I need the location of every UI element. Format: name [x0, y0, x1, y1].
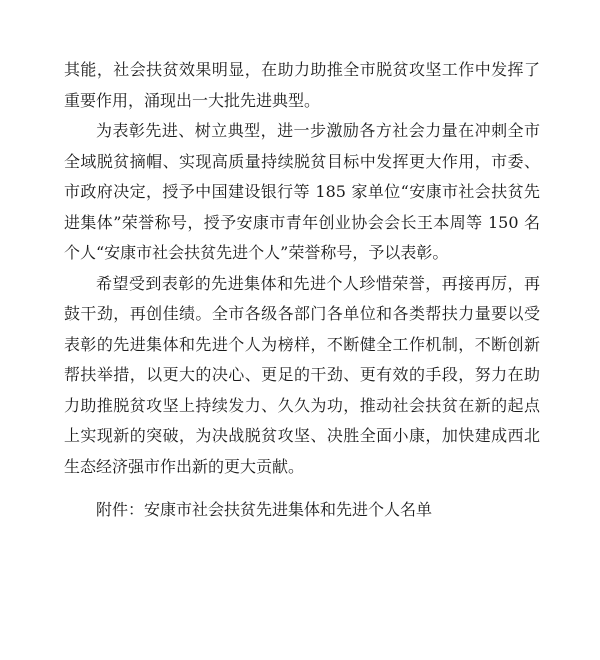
paragraph-expectation: 希望受到表彰的先进集体和先进个人珍惜荣誉，再接再厉，再鼓干劲，再创佳绩。全市各级各部门各单位和各类帮扶力量要以受表彰的先进集体和先进个人为榜样，不断健全工作机制，不断创新帮扶举措，以更大的决心、更足的干劲、更有效的手段，努力在助力助推脱贫攻坚上持续发力、久久为功，推动社会扶贫在新的起点上实现新的突破，为决战脱贫攻坚、决胜全面小康，加快建成西北生态经济强市作出新的更大贡献。 [64, 273, 540, 476]
paragraph-continuation: 其能，社会扶贫效果明显，在助力助推全市脱贫攻坚工作中发挥了重要作用，涌现出一大批先进典型。 [64, 60, 540, 110]
document-body [64, 55, 540, 482]
paragraph-commendation: 为表彰先进、树立典型，进一步激励各方社会力量在冲刺全市全域脱贫摘帽、实现高质量持续脱贫目标中发挥更大作用，市委、市政府决定，授予中国建设银行等 185 家单位“安康市社会扶贫先进集体”荣誉称号，授予安康市青年创业协会会长王本周等 150 名个人“安康市社会扶贫先进个人”荣誉称号，予以表彰。 [64, 121, 540, 262]
attachment-line: 附件：安康市社会扶贫先进集体和先进个人名单 [96, 500, 433, 519]
